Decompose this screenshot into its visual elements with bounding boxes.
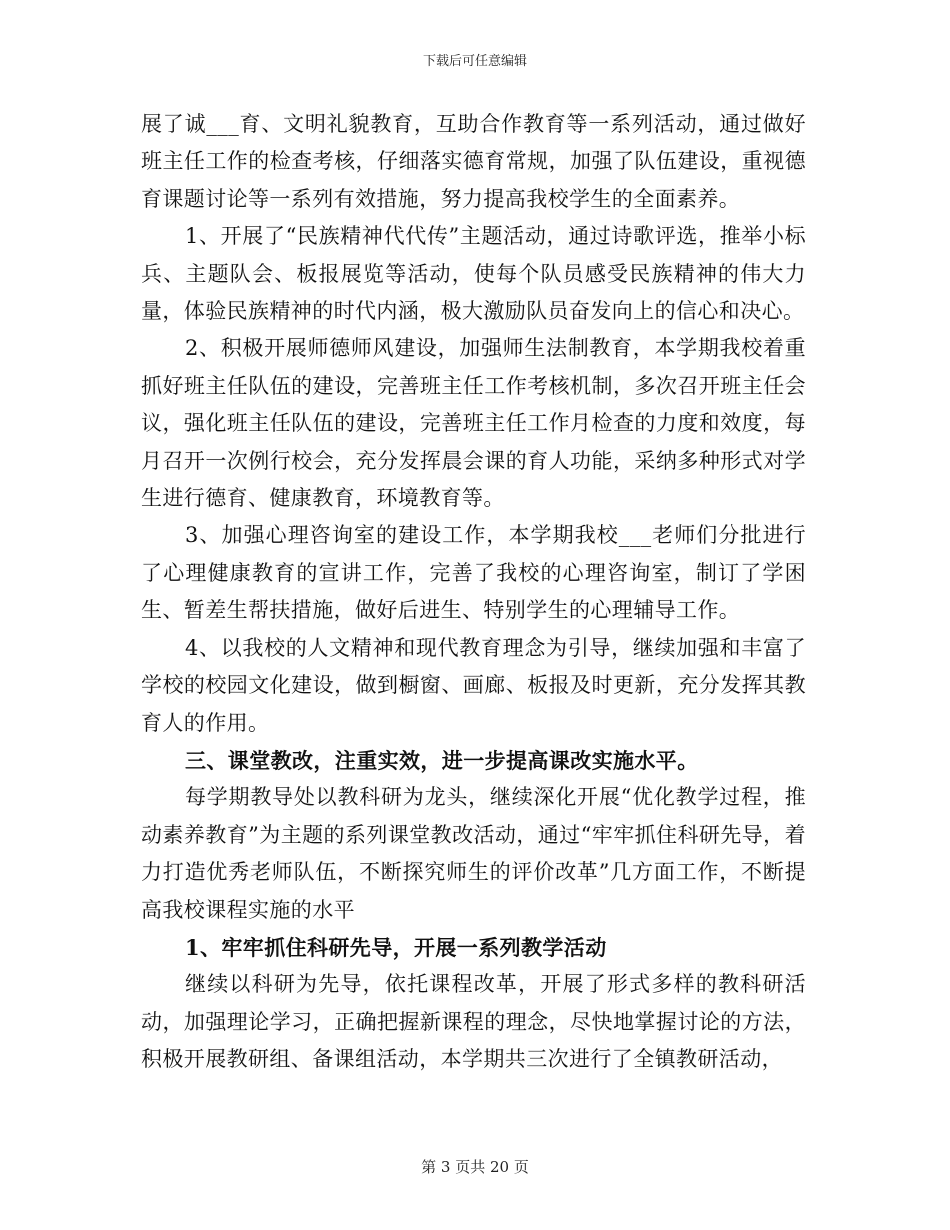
paragraph-item-4: 4、以我校的人文精神和现代教育理念为引导，继续加强和丰富了学校的校园文化建设，做到橱窗、画廊、板报及时更新，充分发挥其教育人的作用。	[141, 635, 806, 735]
paragraph-section-intro: 每学期教导处以教科研为龙头，继续深化开展“优化教学过程，推动素养教育”为主题的系列课堂教改活动，通过“牢牢抓住科研先导，着力打造优秀老师队伍，不断探究师生的评价改革”几方面工作，不断提高我校课程实施的水平	[141, 785, 806, 922]
paragraph-item-2: 2、积极开展师德师风建设，加强师生法制教育，本学期我校着重抓好班主任队伍的建设，完善班主任工作考核机制，多次召开班主任会议，强化班主任队伍的建设，完善班主任工作月检查的力度和效度，每月召开一次例行校会，充分发挥晨会课的育人功能，采纳多种形式对学生进行德育、健康教育，环境教育等。	[141, 336, 806, 511]
section-heading-3: 三、课堂教改，注重实效，进一步提高课改实施水平。	[185, 747, 699, 773]
paragraph-continuation: 展了诚___育、文明礼貌教育，互助合作教育等一系列活动，通过做好班主任工作的检查考核，仔细落实德育常规，加强了队伍建设，重视德育课题讨论等一系列有效措施，努力提高我校学生的全面素养。	[141, 112, 806, 211]
document-body	[141, 106, 806, 1079]
paragraph-item-3: 3、加强心理咨询室的建设工作，本学期我校___老师们分批进行了心理健康教育的宣讲工作，完善了我校的心理咨询室，制订了学困生、暂差生帮扶措施，做好后进生、特别学生的心理辅导工作。	[141, 523, 806, 623]
page-footer: 第 3 页共 20 页	[421, 1158, 529, 1176]
paragraph-item-1: 1、开展了“民族精神代代传”主题活动，通过诗歌评选，推举小标兵、主题队会、板报展览等活动，使每个队员感受民族精神的伟大力量，体验民族精神的时代内涵，极大激励队员奋发向上的信心和决心。	[141, 224, 806, 324]
paragraph-subsection-body: 继续以科研为先导，依托课程改革，开展了形式多样的教科研活动，加强理论学习，正确把握新课程的理念，尽快地掌握讨论的方法，积极开展教研组、备课组活动，本学期共三次进行了全镇教研活动，	[141, 972, 806, 1072]
subsection-heading-1: 1、牢牢抓住科研先导，开展一系列教学活动	[185, 934, 607, 960]
page-header: 下载后可任意编辑	[422, 54, 527, 69]
